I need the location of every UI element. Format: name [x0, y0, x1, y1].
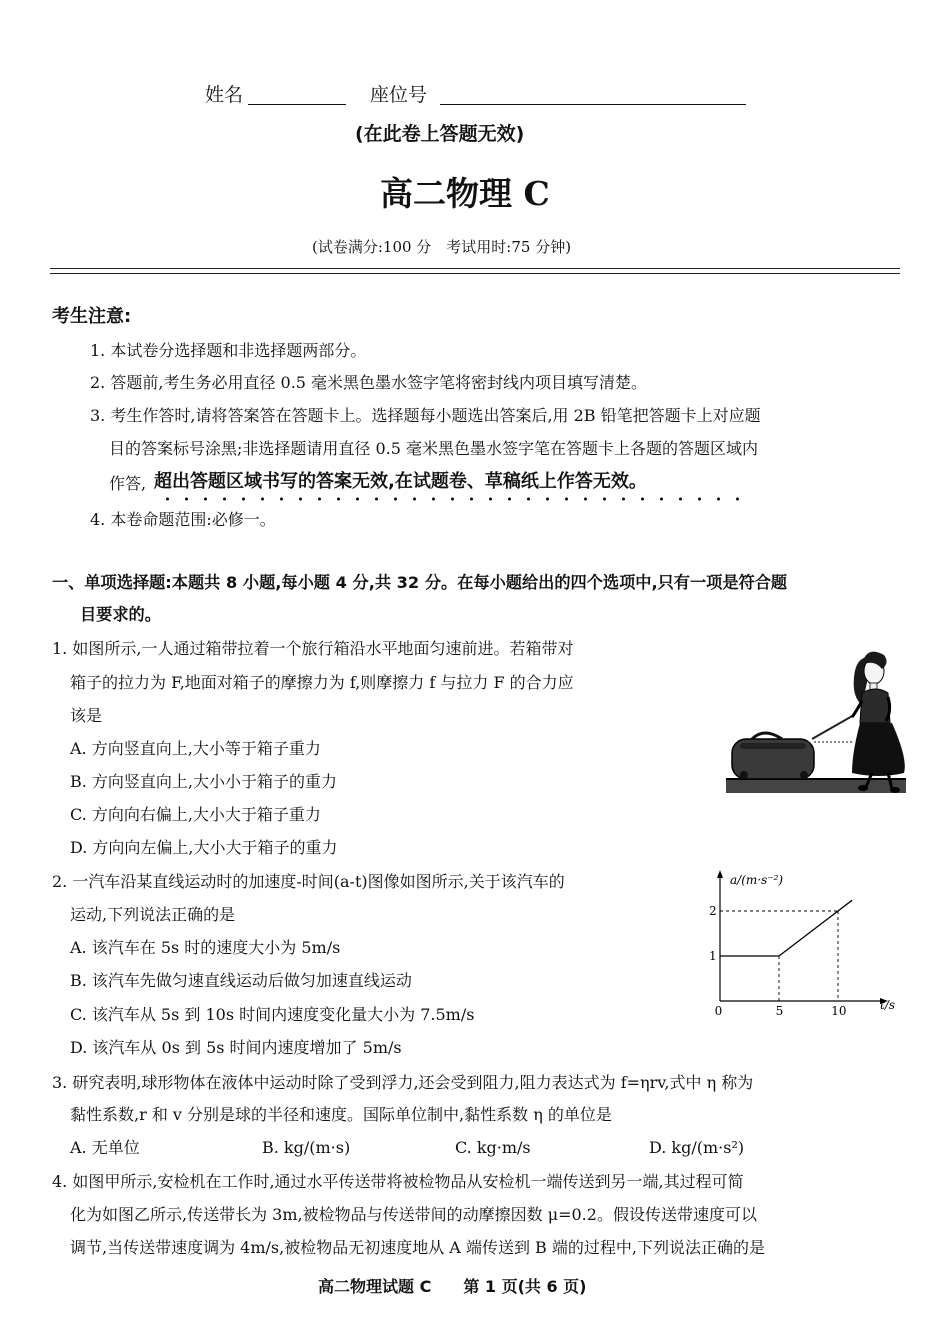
- notice-emphasis: 超出答题区域书写的答案无效,在试题卷、草稿纸上作答无效。: [154, 471, 647, 492]
- notice-item: 2. 答题前,考生务必用直径 0.5 毫米黑色墨水签字笔将密封线内项目填写清楚。: [90, 373, 648, 392]
- q2-stem: 2. 一汽车沿某直线运动时的加速度-时间(a-t)图像如图所示,关于该汽车的: [52, 872, 565, 891]
- y-tick-label: 1: [709, 949, 717, 963]
- q3-option-a: A. 无单位: [70, 1138, 140, 1157]
- q4-stem: 调节,当传送带速度调为 4m/s,被检物品无初速度地从 A 端传送到 B 端的过程中,下列说法正确的是: [70, 1238, 765, 1257]
- q1-stem: 箱子的拉力为 F,地面对箱子的摩擦力为 f,则摩擦力 f 与拉力 F 的合力应: [70, 673, 574, 692]
- q3-option-d: D. kg/(m·s²): [649, 1138, 745, 1157]
- seat-field[interactable]: [440, 86, 746, 105]
- notice-item: 作答,: [109, 474, 147, 493]
- y-axis-label: a/(m·s⁻²): [730, 873, 784, 887]
- q3-stem: 黏性系数,r 和 v 分别是球的半径和速度。国际单位制中,黏性系数 η 的单位是: [70, 1105, 612, 1124]
- q1-option-c: C. 方向向右偏上,大小大于箱子重力: [70, 805, 321, 824]
- x-tick-label: 0: [714, 1004, 723, 1018]
- page-footer: 高二物理试题 C 第 1 页(共 6 页): [318, 1277, 587, 1296]
- section-heading-cont: 目要求的。: [80, 605, 161, 624]
- name-label: 姓名: [205, 84, 244, 106]
- notice-item: 3. 考生作答时,请将答案答在答题卡上。选择题每小题选出答案后,用 2B 铅笔把答题卡上对应题: [90, 406, 761, 425]
- y-axis-arrow: [717, 870, 723, 878]
- girl-suitcase-figure: [722, 635, 914, 797]
- q4-stem: 4. 如图甲所示,安检机在工作时,通过水平传送带将被检物品从安检机一端传送到另一端,其过程可简: [52, 1172, 744, 1191]
- notice-item: 目的答案标号涂黑;非选择题请用直径 0.5 毫米黑色墨水签字笔在答题卡上各题的答题区域内: [109, 439, 759, 458]
- notice-item: 4. 本卷命题范围:必修一。: [90, 510, 276, 529]
- seat-label: 座位号: [370, 84, 428, 106]
- series-line: [720, 900, 852, 956]
- x-tick-label: 5: [775, 1004, 784, 1018]
- notice-heading: 考生注意:: [52, 306, 132, 327]
- invalid-note: (在此卷上答题无效): [355, 123, 525, 145]
- notice-item: 1. 本试卷分选择题和非选择题两部分。: [90, 341, 367, 360]
- q1-stem: 该是: [70, 706, 103, 725]
- q1-option-b: B. 方向竖直向上,大小小于箱子的重力: [70, 772, 338, 791]
- header-rule-bottom: [50, 273, 900, 274]
- q3-option-b: B. kg/(m·s): [262, 1138, 351, 1157]
- x-tick-label: 10: [831, 1004, 847, 1018]
- q3-option-c: C. kg·m/s: [455, 1138, 531, 1157]
- x-axis-label: t/s: [880, 998, 896, 1012]
- q4-stem: 化为如图乙所示,传送带长为 3m,被检物品与传送带间的动摩擦因数 μ=0.2。假设传送带速度可以: [70, 1205, 757, 1224]
- q2-stem: 运动,下列说法正确的是: [70, 905, 236, 924]
- q2-option-b: B. 该汽车先做匀速直线运动后做匀加速直线运动: [70, 971, 412, 990]
- q1-option-a: A. 方向竖直向上,大小等于箱子重力: [70, 739, 321, 758]
- section-heading: 一、单项选择题:本题共 8 小题,每小题 4 分,共 32 分。在每小题给出的四个选项中,只有一项是符合题: [52, 573, 788, 592]
- name-field[interactable]: [248, 86, 346, 105]
- q2-option-d: D. 该汽车从 0s 到 5s 时间内速度增加了 5m/s: [70, 1038, 402, 1057]
- q1-option-d: D. 方向向左偏上,大小大于箱子的重力: [70, 838, 338, 857]
- q3-stem: 3. 研究表明,球形物体在液体中运动时除了受到浮力,还会受到阻力,阻力表达式为 f=ηrv,式中 η 称为: [52, 1073, 754, 1092]
- q1-stem: 1. 如图所示,一人通过箱带拉着一个旅行箱沿水平地面匀速前进。若箱带对: [52, 639, 574, 658]
- q2-option-c: C. 该汽车从 5s 到 10s 时间内速度变化量大小为 7.5m/s: [70, 1005, 475, 1024]
- acceleration-time-chart: [700, 866, 900, 1018]
- y-tick-label: 2: [709, 904, 717, 918]
- emphasis-dots: [154, 496, 746, 502]
- exam-info: (试卷满分:100 分 考试用时:75 分钟): [312, 238, 572, 256]
- page-title: 高二物理 C: [380, 174, 550, 213]
- header-rule-top: [50, 268, 900, 269]
- q2-option-a: A. 该汽车在 5s 时的速度大小为 5m/s: [70, 938, 341, 957]
